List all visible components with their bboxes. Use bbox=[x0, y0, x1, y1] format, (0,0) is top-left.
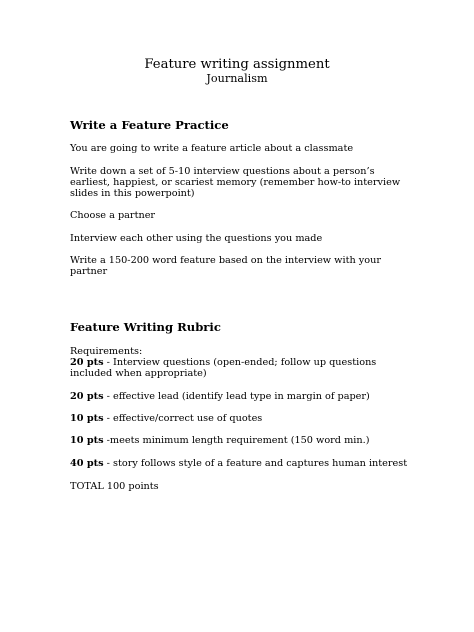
rubric-item-2 bbox=[70, 391, 410, 402]
rubric-item-text: - effective/correct use of quotes bbox=[103, 413, 263, 424]
practice-heading: Write a Feature Practice bbox=[70, 118, 229, 132]
document-subtitle: Journalism bbox=[206, 72, 268, 85]
rubric-item-text: - story follows style of a feature and captures human interest bbox=[103, 458, 408, 469]
rubric-item-points: 20 pts bbox=[70, 391, 104, 402]
rubric-item-points: 10 pts bbox=[70, 435, 104, 446]
practice-paragraph-4: Interview each other using the questions you made bbox=[70, 233, 323, 244]
rubric-item-5 bbox=[70, 458, 410, 469]
rubric-item-4 bbox=[70, 435, 410, 446]
rubric-item-points: 20 pts bbox=[70, 357, 104, 368]
practice-paragraph-2: Write down a set of 5-10 interview questions about a person’s earliest, happiest, or scariest memory (remember how-to interview slides in this powerpoint) bbox=[70, 166, 401, 200]
practice-paragraph-5: Write a 150-200 word feature based on the interview with your partner bbox=[70, 255, 381, 278]
practice-paragraph-3: Choose a partner bbox=[70, 210, 156, 221]
rubric-requirements-label: Requirements: bbox=[70, 346, 143, 357]
document-title: Feature writing assignment bbox=[144, 57, 330, 72]
rubric-item-text: -meets minimum length requirement (150 word min.) bbox=[103, 435, 370, 446]
rubric-item-text: - effective lead (identify lead type in margin of paper) bbox=[103, 391, 370, 402]
rubric-total: TOTAL 100 points bbox=[70, 481, 159, 492]
rubric-item-text: - Interview questions (open-ended; follow up questions included when appropriate) bbox=[70, 357, 377, 380]
rubric-item-1 bbox=[70, 357, 410, 379]
practice-paragraph-1: You are going to write a feature article about a classmate bbox=[70, 143, 354, 154]
rubric-item-3 bbox=[70, 413, 410, 424]
rubric-item-points: 10 pts bbox=[70, 413, 104, 424]
rubric-heading: Feature Writing Rubric bbox=[70, 320, 221, 334]
rubric-item-points: 40 pts bbox=[70, 458, 104, 469]
